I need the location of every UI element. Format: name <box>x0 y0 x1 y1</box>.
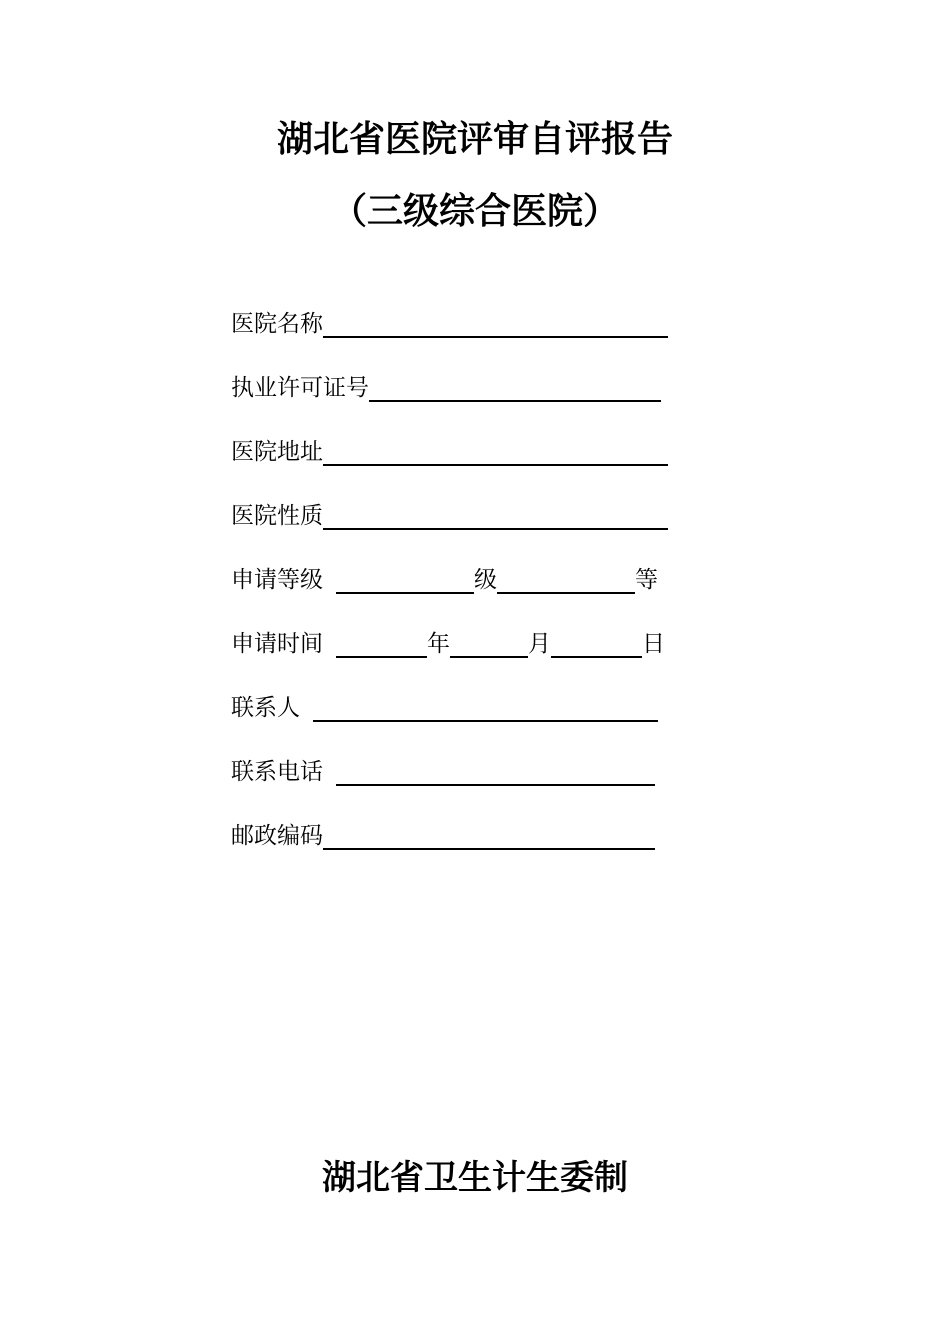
year-blank[interactable] <box>336 630 427 658</box>
grade-end-label: 等 <box>635 567 658 593</box>
issuer-footer: 湖北省卫生计生委制 <box>322 1158 628 1198</box>
day-label: 日 <box>642 631 665 657</box>
field-contact <box>231 690 658 722</box>
field-nature <box>231 498 668 530</box>
field-label: 申请时间 <box>231 631 323 657</box>
postcode-blank[interactable] <box>323 822 655 850</box>
grade-class-blank[interactable] <box>497 566 635 594</box>
document-title: 湖北省医院评审自评报告 <box>276 118 673 160</box>
hospital-name-blank[interactable] <box>323 310 668 338</box>
field-label: 联系人 <box>231 695 300 721</box>
field-phone <box>231 754 655 786</box>
field-label: 医院地址 <box>231 439 323 465</box>
field-label: 执业许可证号 <box>231 375 369 401</box>
year-label: 年 <box>427 631 450 657</box>
field-label: 联系电话 <box>231 759 323 785</box>
field-address <box>231 434 668 466</box>
address-blank[interactable] <box>323 438 668 466</box>
grade-level-blank[interactable] <box>336 566 474 594</box>
field-label: 申请等级 <box>231 567 323 593</box>
grade-mid-label: 级 <box>474 567 497 593</box>
field-hospital-name <box>231 306 668 338</box>
license-no-blank[interactable] <box>369 374 661 402</box>
day-blank[interactable] <box>551 630 642 658</box>
field-label: 邮政编码 <box>231 823 323 849</box>
month-label: 月 <box>528 631 551 657</box>
phone-blank[interactable] <box>336 758 655 786</box>
contact-blank[interactable] <box>313 694 658 722</box>
field-license-no <box>231 370 661 402</box>
field-label: 医院性质 <box>231 503 323 529</box>
nature-blank[interactable] <box>323 502 668 530</box>
field-grade <box>231 562 658 594</box>
field-postcode <box>231 818 655 850</box>
field-date <box>231 626 665 658</box>
month-blank[interactable] <box>450 630 528 658</box>
field-label: 医院名称 <box>231 311 323 337</box>
document-subtitle: （三级综合医院） <box>330 190 619 232</box>
